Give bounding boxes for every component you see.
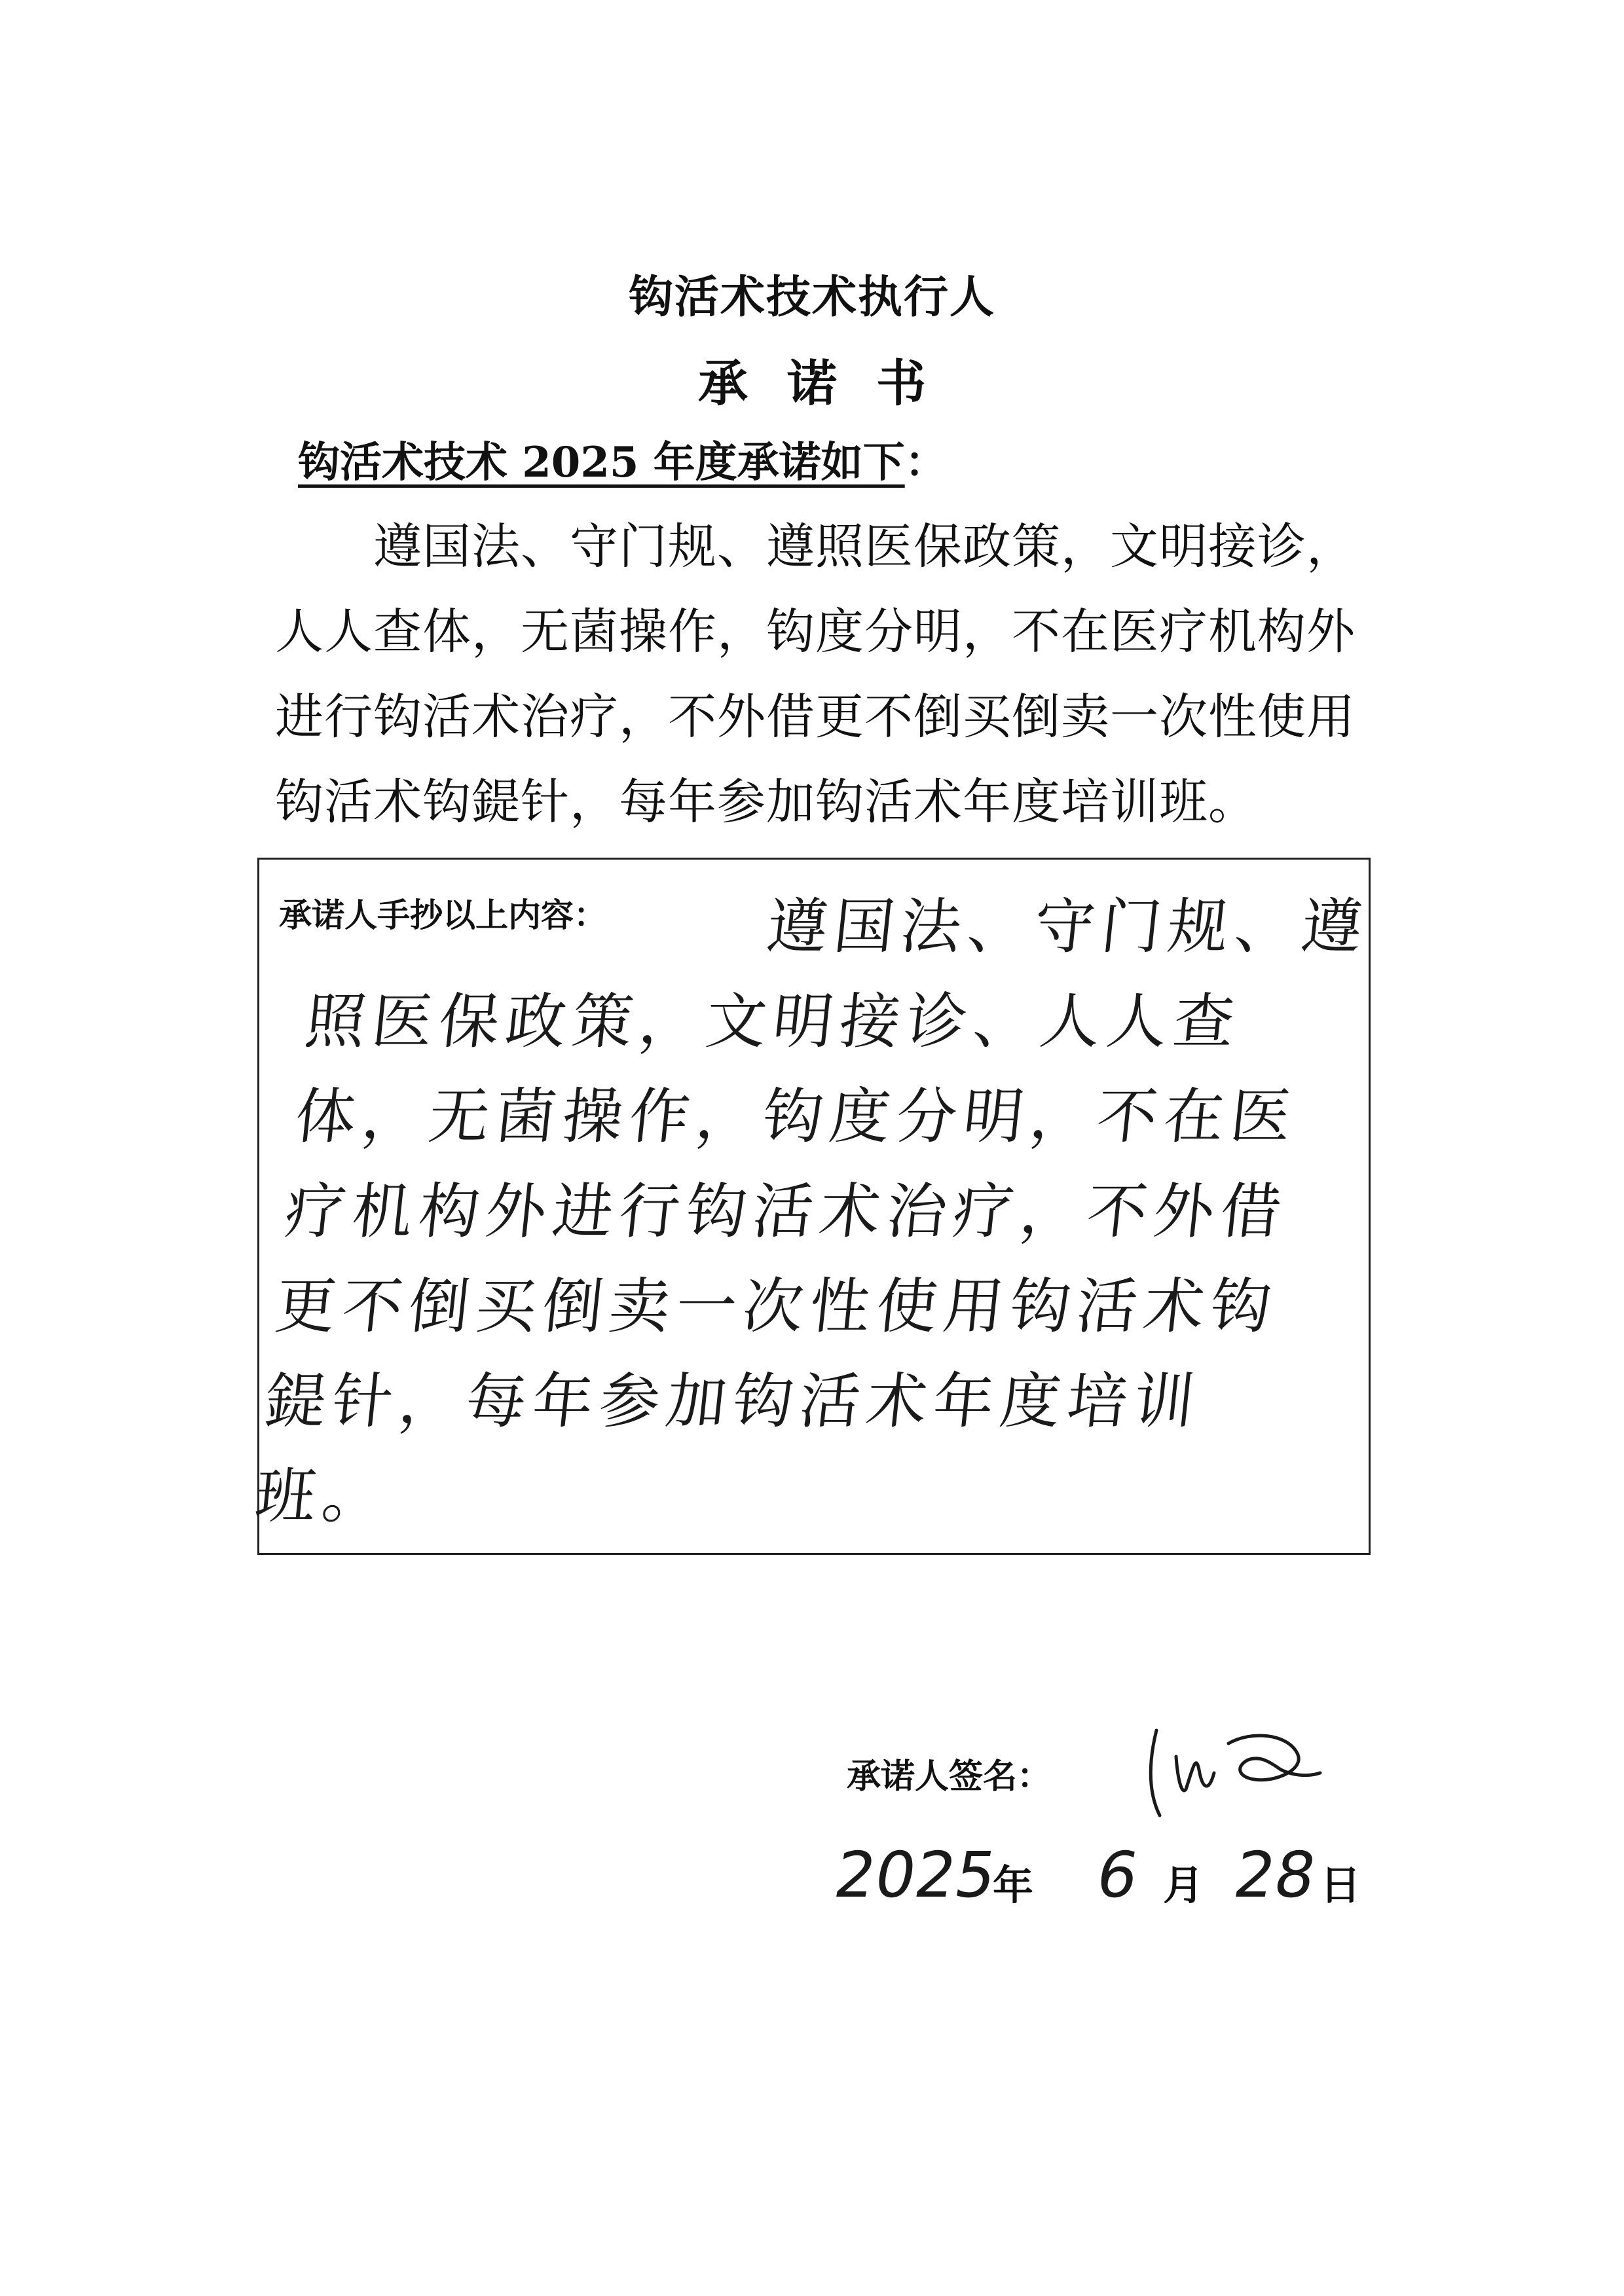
date-year-unit: 年 bbox=[993, 1861, 1034, 1909]
date-year: 2025 bbox=[829, 1838, 1003, 1912]
handwritten-copy-box bbox=[251, 858, 1373, 1912]
document-title: 钩活术技术执行人 bbox=[628, 271, 995, 323]
handwritten-copy: 遵国法、守门规、遵照医保政策，文明接诊、人人查体，无菌操作，钩度分明，不在医疗机构外进行钩活术治疗，不外借更不倒买倒卖一次性使用钩活术钩鍉针，每年参加钩活术年度培训班。 bbox=[251, 892, 1373, 1531]
date-month: 6 bbox=[1091, 1838, 1144, 1912]
document-subtitle: 承诺书 bbox=[698, 354, 965, 412]
commitment-heading-colon: ： bbox=[904, 438, 947, 487]
signature bbox=[1130, 1717, 1327, 1822]
date-day-unit: 日 bbox=[1320, 1861, 1361, 1909]
commitment-heading-text: 钩活术技术 2025 年度承诺如下 bbox=[298, 438, 905, 487]
commitment-body: 遵国法、守门规、遵照医保政策，文明接诊，人人查体，无菌操作，钩度分明，不在医疗机构外进行钩活术治疗，不外借更不倒买倒卖一次性使用钩活术钩鍉针，每年参加钩活术年度培训班。 bbox=[275, 519, 1356, 830]
date-day: 28 bbox=[1228, 1838, 1322, 1912]
commitment-heading bbox=[298, 429, 947, 489]
signature-label: 承诺人签名： bbox=[847, 1757, 1052, 1796]
date-month-unit: 月 bbox=[1163, 1861, 1204, 1909]
copy-label: 承诺人手抄以上内容： bbox=[279, 896, 606, 934]
date-row bbox=[829, 1838, 1361, 1917]
